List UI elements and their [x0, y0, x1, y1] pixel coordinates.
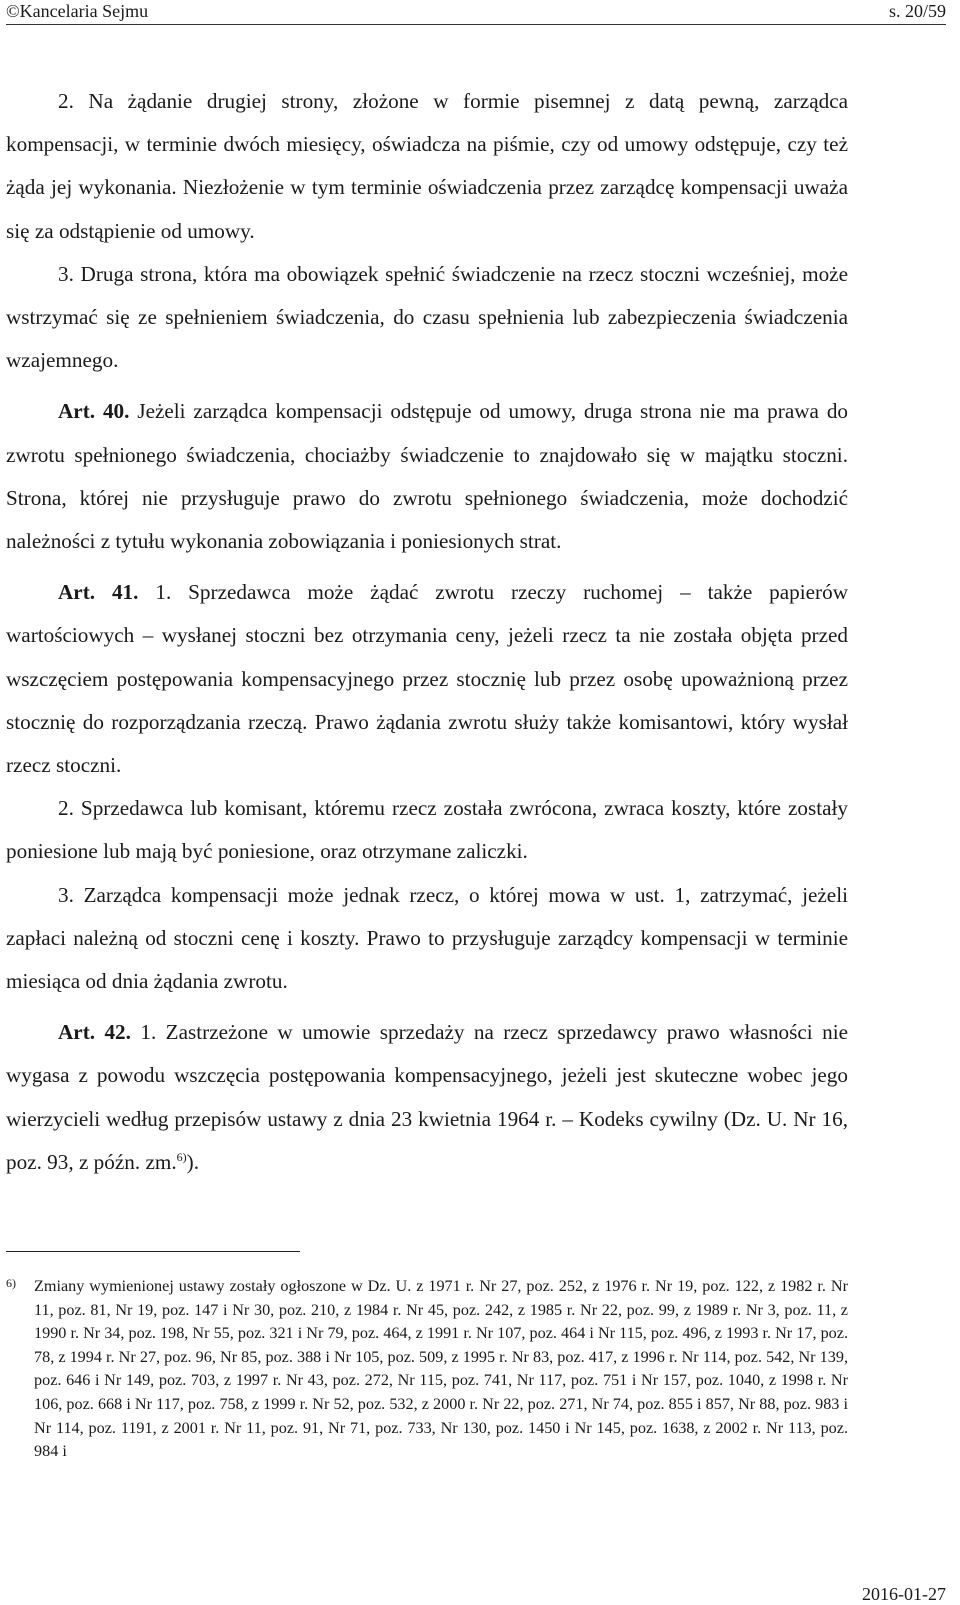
article-heading: Art. 42.	[58, 1020, 131, 1045]
paragraph-text: 3. Druga strona, która ma obowiązek spełnić świadczenie na rzecz stoczni wcześniej, może wstrzymać się ze spełnieniem świadczenia, do czasu spełnienia lub zabezpieczenia świadczenia wzajemnego.	[6, 261, 848, 373]
paragraph-41-2	[6, 787, 848, 873]
article-heading: Art. 40.	[58, 399, 130, 424]
footnote-separator	[6, 1251, 300, 1252]
paragraph-text: 3. Zarządca kompensacji może jednak rzecz, o której mowa w ust. 1, zatrzymać, jeżeli zapłaci należną od stoczni cenę i koszty. Prawo to przysługuje zarządcy kompensacji w terminie miesiąca od dnia żądania zwrotu.	[6, 882, 848, 994]
paragraph-text: 1. Sprzedawca może żądać zwrotu rzeczy ruchomej – także papierów wartościowych – wysłanej stoczni bez otrzymania ceny, jeżeli rzecz ta nie została objęta przed wszczęciem postępowania kompensacyjnego przez stocznię lub przez osobę upoważnioną przez stocznię do rozporządzania rzeczą. Prawo żądania zwrotu służy także komisantowi, który wysłał rzecz stoczni.	[6, 580, 849, 778]
page-header	[6, 0, 946, 26]
article-41-1	[6, 571, 848, 787]
paragraph-tail: ).	[186, 1149, 199, 1174]
header-rule	[6, 24, 946, 25]
footnote-mark: 6)	[6, 1276, 16, 1290]
article-40	[6, 390, 848, 563]
paragraph-text: 2. Na żądanie drugiej strony, złożone w formie pisemnej z datą pewną, zarządca kompensacji, w terminie dwóch miesięcy, oświadcza na piśmie, czy od umowy odstępuje, czy też żąda jej wykonania. Niezłożenie w tym terminie oświadczenia przez zarządcę kompensacji uważa się za odstąpienie od umowy.	[6, 89, 848, 243]
page-number: s. 20/59	[888, 1, 946, 21]
article-heading: Art. 41.	[58, 580, 139, 605]
paragraph-text: 2. Sprzedawca lub komisant, któremu rzecz została zwrócona, zwraca koszty, które zostały poniesione lub mają być poniesione, oraz otrzymane zaliczki.	[6, 796, 848, 864]
paragraph-41-3	[6, 874, 848, 1004]
document-body	[6, 80, 848, 1184]
footnote-text: Zmiany wymienionej ustawy zostały ogłoszone w Dz. U. z 1971 r. Nr 27, poz. 252, z 1976 r. Nr 19, poz. 122, z 1982 r. Nr 11, poz. 81, Nr 19, poz. 147 i Nr 30, poz. 210, z 1984 r. Nr 45, poz. 242, z 1985 r. Nr 22, poz. 99, z 1989 r. Nr 3, poz. 11, z 1990 r. Nr 34, poz. 198, Nr 55, poz. 321 i Nr 79, poz. 464, z 1991 r. Nr 107, poz. 464 i Nr 115, poz. 496, z 1993 r. Nr 17, poz. 78, z 1994 r. Nr 27, poz. 96, Nr 85, poz. 388 i Nr 105, poz. 509, z 1995 r. Nr 83, poz. 417, z 1996 r. Nr 114, poz. 542, Nr 139, poz. 646 i Nr 149, poz. 703, z 1997 r. Nr 43, poz. 272, Nr 115, poz. 741, Nr 117, poz. 751 i Nr 157, poz. 1040, z 1998 r. Nr 106, poz. 668 i Nr 117, poz. 758, z 1999 r. Nr 52, poz. 532, z 2000 r. Nr 22, poz. 271, Nr 74, poz. 855 i 857, Nr 88, poz. 983 i Nr 114, poz. 1191, z 2001 r. Nr 11, poz. 91, Nr 71, poz. 733, Nr 130, poz. 1450 i Nr 145, poz. 1638, z 2002 r. Nr 113, poz. 984 i	[34, 1277, 848, 1461]
footnote-reference[interactable]: 6)	[176, 1149, 187, 1164]
paragraph-39-2	[6, 80, 848, 253]
footer-date: 2016-01-27	[862, 1584, 946, 1604]
paragraph-text: Jeżeli zarządca kompensacji odstępuje od umowy, druga strona nie ma prawa do zwrotu spełnionego świadczenia, chociażby świadczenie to znajdowało się w majątku stoczni. Strona, której nie przysługuje prawo do zwrotu spełnionego świadczenia, może dochodzić należności z tytułu wykonania zobowiązania i poniesionych strat.	[6, 399, 849, 554]
paragraph-text: 1. Zastrzeżone w umowie sprzedaży na rzecz sprzedawcy prawo własności nie wygasa z powodu wszczęcia postępowania kompensacyjnego, jeżeli jest skuteczne wobec jego wierzycieli według przepisów ustawy z dnia 23 kwietnia 1964 r. – Kodeks cywilny (Dz. U. Nr 16, poz. 93, z późn. zm.	[6, 1020, 848, 1174]
paragraph-39-3	[6, 253, 848, 383]
article-42-1	[6, 1011, 848, 1184]
header-source: ©Kancelaria Sejmu	[6, 1, 149, 21]
footnote	[6, 1275, 848, 1464]
